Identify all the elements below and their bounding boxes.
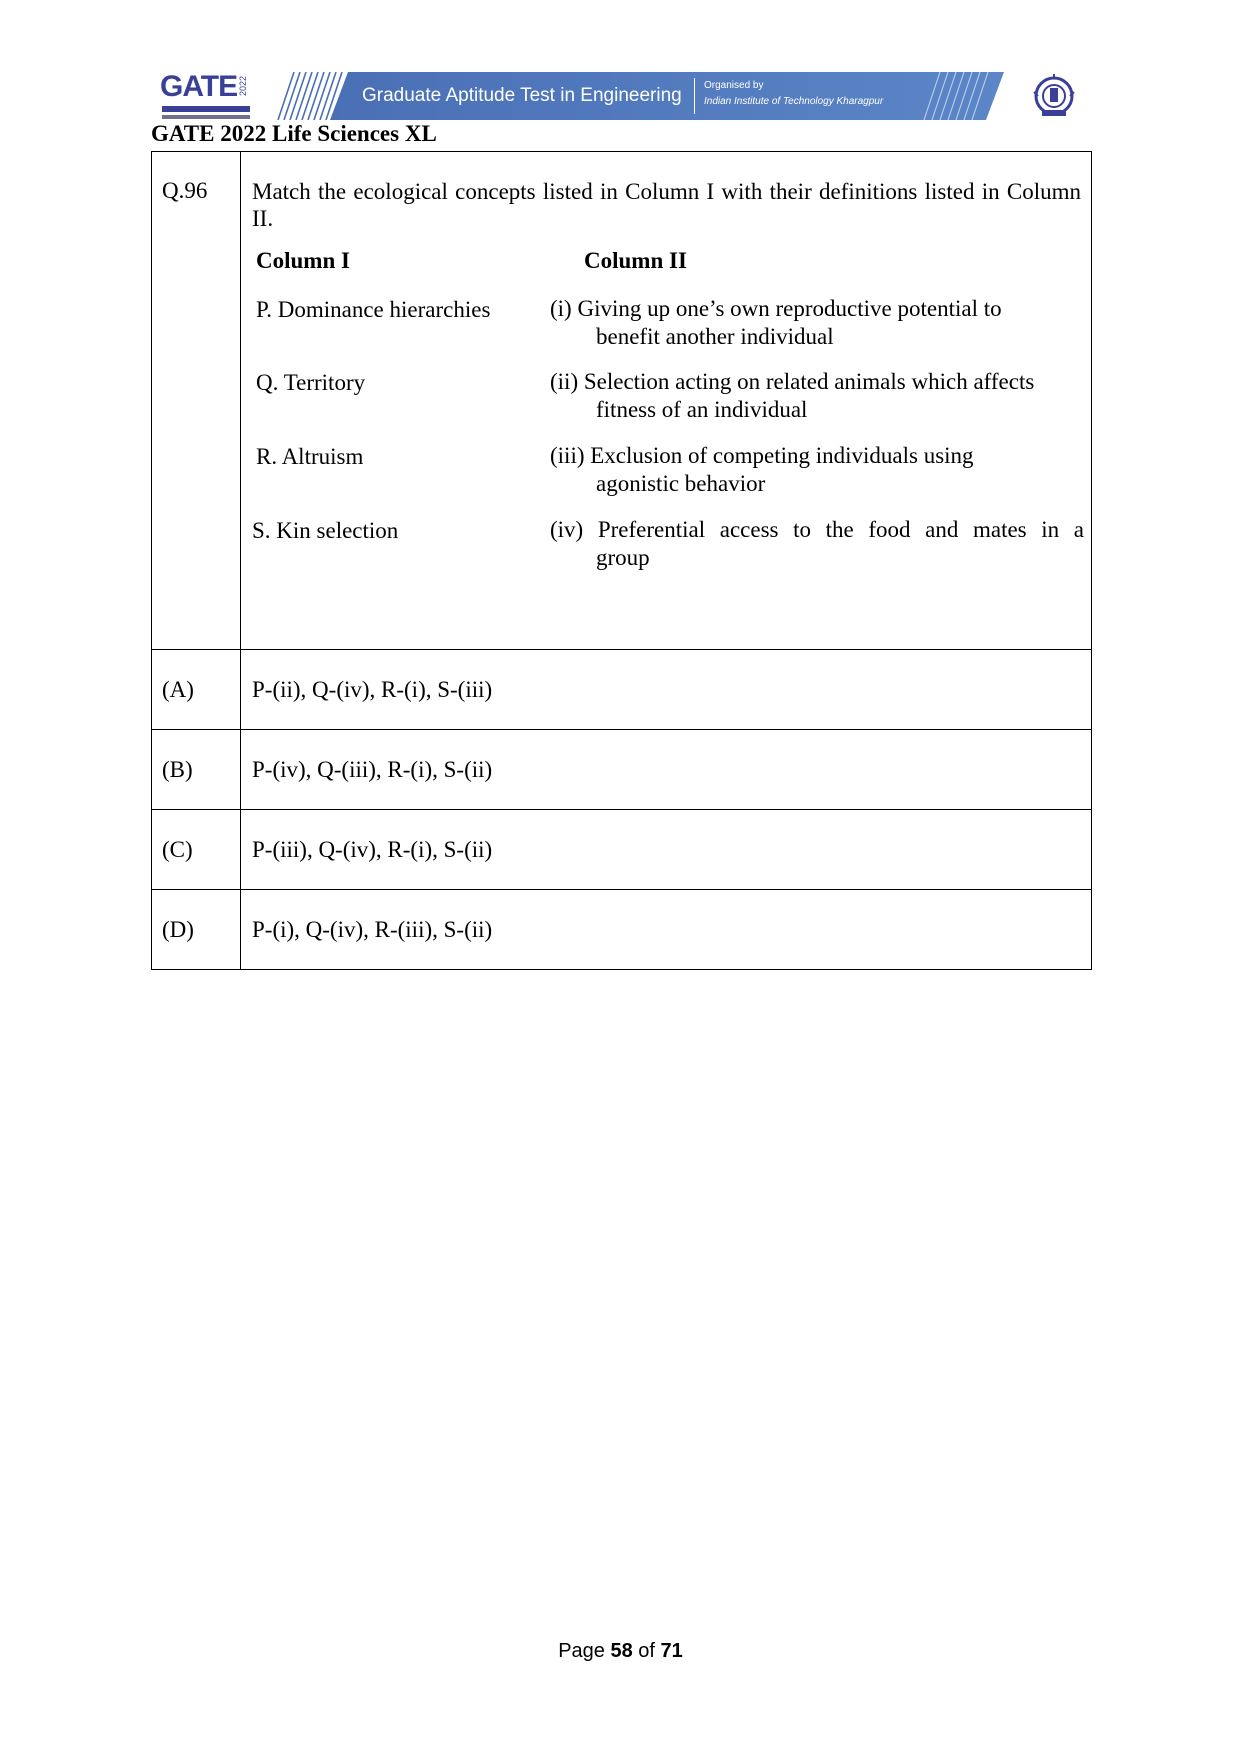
gate-logo-text: GATE [160, 70, 238, 103]
option-row-c [152, 810, 1092, 890]
question-row [152, 152, 1092, 650]
gate-logo-year: 2022 [238, 76, 248, 97]
column-2-header: Column II [584, 248, 687, 273]
current-page-number: 58 [610, 1640, 633, 1662]
option-row-a [152, 650, 1092, 730]
page-word: Page [558, 1640, 605, 1662]
column-2-item-iv [550, 516, 1084, 572]
option-text: P-(ii), Q-(iv), R-(i), S-(iii) [241, 650, 1092, 730]
total-pages-number: 71 [660, 1640, 683, 1662]
gate-logo-bar [162, 106, 250, 112]
organised-by-label: Organised by [704, 80, 764, 91]
column-2-item-iii-line2: agonistic behavior [596, 471, 766, 496]
of-word: of [638, 1640, 655, 1662]
option-text: P-(i), Q-(iv), R-(iii), S-(ii) [241, 890, 1092, 970]
page-footer [0, 1640, 1241, 1663]
gate-logo-subbar [162, 115, 250, 119]
column-2-item-i-line2: benefit another individual [596, 324, 834, 349]
document-title: GATE 2022 Life Sciences XL [151, 121, 437, 146]
column-2-item-ii [550, 368, 1084, 424]
option-label: (A) [152, 650, 241, 730]
option-label: (C) [152, 810, 241, 890]
question-body [241, 152, 1092, 650]
gate-logo [160, 70, 252, 122]
column-2-item-ii-line1: (ii) Selection acting on related animals which affects [550, 369, 1035, 394]
match-columns [252, 248, 1084, 628]
banner-divider [694, 78, 695, 114]
page-header [160, 70, 1080, 124]
column-2-item-iv-line2: group [596, 545, 650, 570]
column-2-item-iv-line1: (iv) Preferential access to the food and mates in a [550, 517, 1084, 542]
question-table [151, 151, 1092, 970]
option-text: P-(iv), Q-(iii), R-(i), S-(ii) [241, 730, 1092, 810]
column-1-item-p: P. Dominance hierarchies [256, 297, 491, 322]
iit-kharagpur-emblem-icon [1032, 74, 1076, 120]
column-2-item-i-line1: (i) Giving up one’s own reproductive potential to [550, 296, 1002, 321]
column-2-item-i [550, 295, 1084, 351]
option-text: P-(iii), Q-(iv), R-(i), S-(ii) [241, 810, 1092, 890]
column-2-item-ii-line2: fitness of an individual [596, 397, 808, 422]
option-label: (D) [152, 890, 241, 970]
option-row-b [152, 730, 1092, 810]
option-label: (B) [152, 730, 241, 810]
organiser-name: Indian Institute of Technology Kharagpur [704, 96, 884, 107]
column-1-item-r: R. Altruism [256, 444, 364, 469]
question-number: Q.96 [152, 152, 241, 650]
column-1-header: Column I [256, 248, 350, 273]
option-row-d [152, 890, 1092, 970]
column-2-item-iii-line1: (iii) Exclusion of competing individuals using [550, 443, 974, 468]
column-2-item-iii [550, 442, 1084, 498]
question-stem: Match the ecological concepts listed in Column I with their definitions listed in Column II. [252, 179, 1081, 231]
banner-title: Graduate Aptitude Test in Engineering [362, 85, 682, 106]
column-1-item-q: Q. Territory [256, 370, 366, 395]
column-1-item-s: S. Kin selection [252, 518, 399, 543]
header-banner [264, 72, 1004, 120]
